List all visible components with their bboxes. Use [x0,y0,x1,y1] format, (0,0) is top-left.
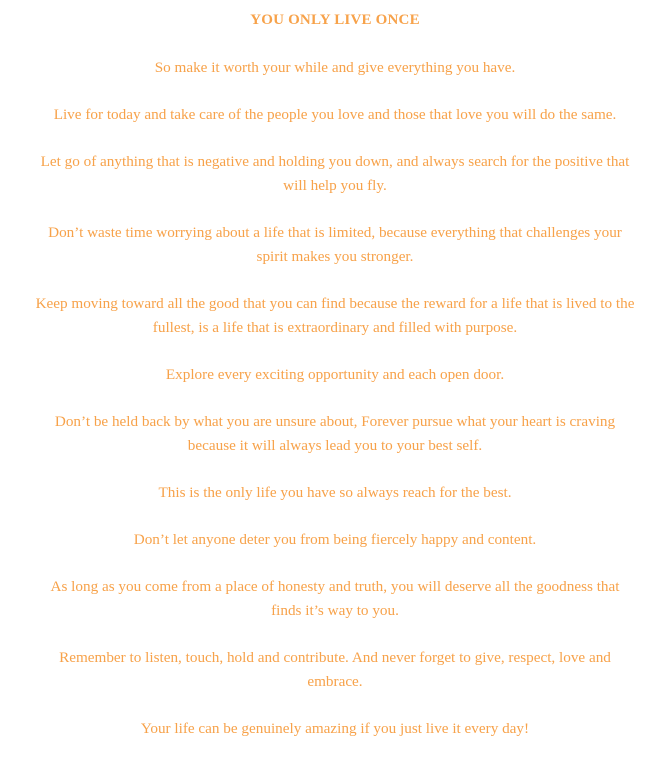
paragraph: Explore every exciting opportunity and each open door. [165,366,505,383]
paragraph: Don’t let anyone deter you from being fiercely happy and content. [133,531,537,548]
paragraph: Don’t be held back by what you are unsure about, Forever pursue what your heart is craving because it will always lead you to your best self. [54,413,616,454]
paragraph: Remember to listen, touch, hold and contribute. And never forget to give, respect, love and embrace. [59,649,611,690]
paragraph: Live for today and take care of the people you love and those that love you will do the same. [53,106,617,123]
paragraph: Keep moving toward all the good that you can find because the reward for a life that is lived to the fullest, is a life that is extraordinary and filled with purpose. [35,295,635,336]
paragraph: As long as you come from a place of honesty and truth, you will deserve all the goodness that finds it’s way to you. [50,578,620,619]
paragraph: Let go of anything that is negative and holding you down, and always search for the positive that will help you fly. [40,153,630,194]
document-title: YOU ONLY LIVE ONCE [250,12,420,28]
paragraph: Your life can be genuinely amazing if you just live it every day! [140,720,530,737]
paragraph: This is the only life you have so always reach for the best. [158,484,512,501]
paragraph: Don’t waste time worrying about a life that is limited, because everything that challenges your spirit makes you stronger. [48,224,622,265]
paragraph: So make it worth your while and give everything you have. [154,59,516,76]
